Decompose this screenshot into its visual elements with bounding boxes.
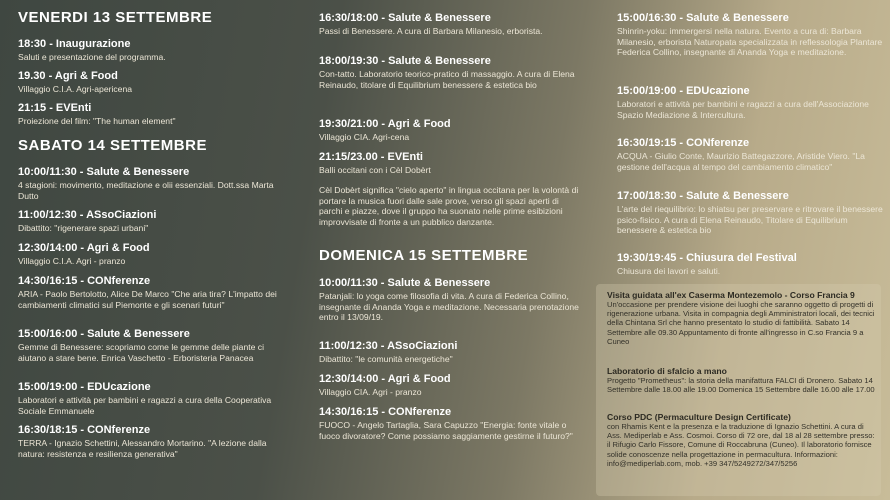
event-desc: Dibattito: "le comunità energetiche" [319, 354, 453, 364]
event-desc: Passi di Benessere. A cura di Barbara Milanesio, erborista. [319, 26, 543, 36]
event-title: 15:00/16:30 - Salute & Benessere [617, 12, 789, 24]
event-title: 12:30/14:00 - Agri & Food [319, 373, 451, 385]
event-sun-7 [617, 137, 885, 172]
event-title: 14:30/16:15 - CONferenze [18, 275, 151, 287]
event-title: 17:00/18:30 - Salute & Benessere [617, 190, 789, 202]
event-title: 15:00/19:00 - EDUcazione [18, 381, 151, 393]
event-title: 18:00/19:30 - Salute & Benessere [319, 55, 491, 67]
event-sat-6 [18, 381, 290, 416]
event-desc: Laboratori e attività per bambini e ragazzi a cura della Cooperativa Sociale Emmanuele [18, 395, 272, 416]
event-desc: Laboratori e attività per bambini e ragazzi a cura dell'Associazione Spazio Mediazione & Intercultura. [617, 99, 869, 120]
event-sun-5 [617, 12, 885, 58]
event-sat-11 [319, 151, 583, 176]
event-title: 15:00/16:00 - Salute & Benessere [18, 328, 190, 340]
event-desc: Con-tatto. Laboratorio teorico-pratico di massaggio. A cura di Elena Reinaudo, titolare di Equilibrium benessere & estetica bio [319, 69, 575, 90]
info-item-corso-pdc [607, 412, 879, 468]
event-sat-1 [18, 166, 290, 201]
event-title: 10:00/11:30 - Salute & Benessere [18, 166, 190, 178]
event-desc: ACQUA - Giulio Conte, Maurizio Battegazzore, Aristide Viero. "La gestione dell'acqua al tempo del cambiamento climatico" [617, 151, 865, 172]
event-title: 14:30/16:15 - CONferenze [319, 406, 452, 418]
event-sat-5 [18, 328, 290, 363]
event-desc: Villaggio CIA. Agri-cena [319, 132, 410, 142]
event-fri-2 [18, 70, 288, 95]
event-desc: Villaggio CIA. Agri - pranzo [319, 387, 422, 397]
event-desc: Gemme di Benessere: scopriamo come le gemme delle piante ci aiutano a stare bene. Enrica Vaschetto - Erboristeria Panacea [18, 342, 264, 363]
event-title: 11:00/12:30 - ASsoCiazioni [319, 340, 458, 352]
event-desc: Shinrin-yoku: immergersi nella natura. Evento a cura di: Barbara Milanesio, erborista Naturopata specializzata in reflessologia Plantare Federica Collino, insegnante di Ananda Yoga e meditazione. [617, 26, 883, 57]
info-item-desc: con Rhamis Kent e la presenza e la traduzione di Ignazio Schettini. A cura di Ass. Mediperlab e Ass. Cosmoi. Corso di 72 ore, dal 18 al 28 settembre presso: il Rifugio Carlo Fissore, Comune di Roccabruna (Cuneo). Il laboratorio fornisce solide conoscenze nella progettazione in permacultura. Informazioni: info@mediperlab.com, mob. +39 347/5249272/347/5256 [607, 422, 875, 468]
event-title: 11:00/12:30 - ASsoCiazioni [18, 209, 157, 221]
event-desc: Chiusura dei lavori e saluti. [617, 266, 721, 276]
event-desc: FUOCO - Angelo Tartaglia, Sara Capuzzo "Energia: fonte vitale o fuoco divoratore? Come possiamo saggiamente gestirne il futuro?" [319, 420, 573, 441]
event-title: 15:00/19:00 - EDUcazione [617, 85, 750, 97]
event-title: 18:30 - Inaugurazione [18, 38, 131, 50]
event-desc: Balli occitani con i Cèl Dobèrt [319, 165, 431, 175]
info-item-desc: Un'occasione per prendere visione dei luoghi che saranno oggetto di progetti di rigenerazione urbana. Visita in compagnia degli Amministratori locali, dei tecnici della Chintana Srl che hanno presentato lo studio di fattibilità. Sabato 14 Settembre alle 09.30 Appuntamento di fronte all'ingresso in C.so Francia 9 a Cuneo [607, 300, 875, 346]
event-desc: Villaggio C.I.A. Agri - pranzo [18, 256, 126, 266]
day-title-friday: VENERDI 13 SETTEMBRE [18, 9, 213, 26]
info-item-visita [607, 290, 879, 346]
day-title-sunday: DOMENICA 15 SETTEMBRE [319, 247, 529, 264]
event-sun-2 [319, 340, 583, 365]
event-title: 19:30/19:45 - Chiusura del Festival [617, 252, 797, 264]
event-desc: Proiezione del film: "The human element" [18, 116, 176, 126]
info-item-desc: Progetto "Prometheus": la storia della manifattura FALCI di Dronero. Sabato 14 Settembre dalle 18.00 alle 19.00 Domenica 15 Settembre dalle 16.00 alle 17.00 [607, 376, 875, 395]
event-sat-8 [319, 12, 583, 37]
note-text: Cèl Dobèrt significa "cielo aperto" in lingua occitana per la volontà di portare la musica fuori dalle sale prove, verso gli spazi aperti di parchi e piazze, dove il gruppo ha suonato nelle prime esibizioni improvvisate di fronte a un pubblico danzante. [319, 185, 579, 227]
event-title: 16:30/18:00 - Salute & Benessere [319, 12, 491, 24]
info-box [596, 284, 881, 496]
event-title: 16:30/19:15 - CONferenze [617, 137, 750, 149]
event-desc: Dibattito: "rigenerare spazi urbani" [18, 223, 149, 233]
info-item-title: Visita guidata all'ex Caserma Montezemolo - Corso Francia 9 [607, 290, 855, 300]
event-sat-9 [319, 55, 583, 90]
event-sun-4 [319, 406, 583, 441]
event-fri-1 [18, 38, 288, 63]
event-sat-2 [18, 209, 290, 234]
event-desc: TERRA - Ignazio Schettini, Alessandro Mortarino. "A lezione dalla natura: resistenza e resilienza generativa" [18, 438, 267, 459]
cel-dobert-note [319, 183, 583, 227]
event-sun-1 [319, 277, 583, 323]
event-fri-3 [18, 102, 288, 127]
event-title: 19.30 - Agri & Food [18, 70, 118, 82]
event-sat-3 [18, 242, 290, 267]
event-title: 19:30/21:00 - Agri & Food [319, 118, 451, 130]
event-desc: 4 stagioni: movimento, meditazione e olii essenziali. Dott.ssa Marta Dutto [18, 180, 274, 201]
event-title: 10:00/11:30 - Salute & Benessere [319, 277, 491, 289]
event-title: 12:30/14:00 - Agri & Food [18, 242, 150, 254]
event-desc: Saluti e presentazione del programma. [18, 52, 166, 62]
event-sun-3 [319, 373, 583, 398]
event-title: 21:15 - EVEnti [18, 102, 92, 114]
event-sun-6 [617, 85, 885, 120]
event-desc: Villaggio C.I.A. Agri-apericena [18, 84, 133, 94]
info-item-title: Corso PDC (Permaculture Design Certificate) [607, 412, 791, 422]
event-title: 21:15/23.00 - EVEnti [319, 151, 423, 163]
day-title-saturday: SABATO 14 SETTEMBRE [18, 137, 207, 154]
event-sun-9 [617, 252, 885, 277]
info-item-title: Laboratorio di sfalcio a mano [607, 366, 727, 376]
event-desc: Patanjali: lo yoga come filosofia di vita. A cura di Federica Collino, insegnante di Ananda Yoga e meditazione. Necessaria prenotazione entro il 13/09/19. [319, 291, 579, 322]
info-item-laboratorio [607, 366, 879, 394]
event-desc: ARIA - Paolo Bertolotto, Alice De Marco "Che aria tira? L'impatto dei cambiamenti climatici sul Piemonte e gli scenari futuri" [18, 289, 277, 310]
event-sat-7 [18, 424, 290, 459]
event-sat-10 [319, 118, 583, 143]
event-desc: L'arte del riequilibrio: lo shiatsu per preservare e ritrovare il benessere psico-fisico. A cura di Elena Reinaudo, Titolare di Equilibrium benessere & estetica bio [617, 204, 883, 235]
event-sun-8 [617, 190, 885, 236]
event-sat-4 [18, 275, 290, 310]
event-title: 16:30/18:15 - CONferenze [18, 424, 151, 436]
